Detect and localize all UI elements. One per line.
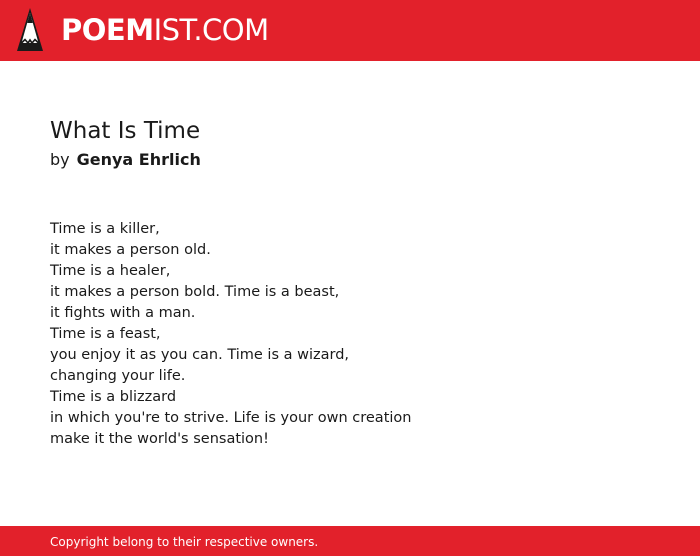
poem-byline: [50, 149, 650, 171]
poem-line: changing your life.: [50, 368, 186, 384]
poem-line: Time is a killer,: [50, 221, 160, 237]
poem-line: it makes a person old.: [50, 242, 211, 258]
pencil-icon: [17, 8, 43, 52]
logo-text-light: IST.COM: [153, 13, 269, 47]
poem-header: [50, 115, 650, 171]
by-label: by: [50, 150, 70, 169]
logo-text-bold: POEM: [61, 13, 154, 47]
poem-line: you enjoy it as you can. Time is a wizard,: [50, 347, 350, 363]
poem-line: Time is a blizzard: [50, 389, 177, 405]
site-header: [0, 0, 700, 61]
poem-line: it makes a person bold. Time is a beast,: [50, 284, 340, 300]
author-link[interactable]: Genya Ehrlich: [76, 150, 201, 169]
copyright-text: Copyright belong to their respective owners.: [50, 535, 319, 549]
poem-body: [50, 219, 411, 450]
poem-line: in which you're to strive. Life is your own creation: [50, 410, 412, 426]
poem-line: it fights with a man.: [50, 305, 196, 321]
site-logo[interactable]: [17, 8, 269, 52]
poem-line: Time is a feast,: [50, 326, 161, 342]
poem-line: Time is a healer,: [50, 263, 171, 279]
poem-line: make it the world's sensation!: [50, 431, 269, 447]
poem-title: What Is Time: [50, 118, 201, 144]
site-footer: [0, 526, 700, 556]
site-logo-text: [61, 8, 269, 52]
